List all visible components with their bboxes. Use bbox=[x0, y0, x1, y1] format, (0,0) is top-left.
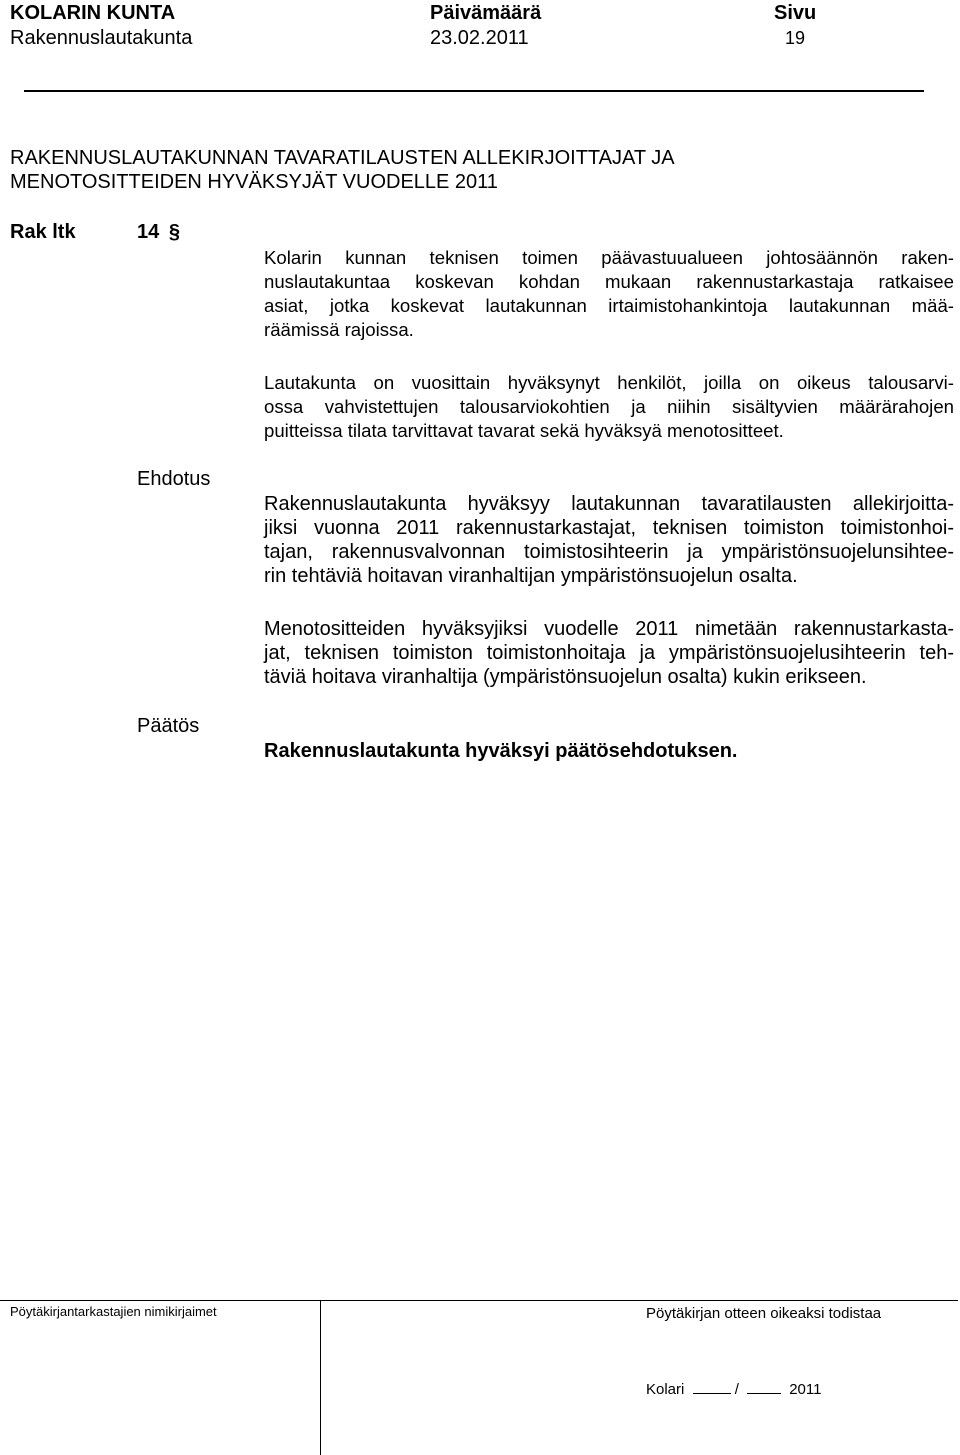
text-line: puitteissa tilata tarvittavat tavarat sekä hyväksyä menotositteet. bbox=[264, 420, 784, 441]
page-label: Sivu bbox=[774, 2, 817, 24]
footer-divider bbox=[320, 1300, 321, 1455]
text-line: täviä hoitava viranhaltija (ympäristönsuojelun osalta) kukin erikseen. bbox=[264, 666, 867, 688]
text-line: Rakennuslautakunta hyväksyy lautakunnan tavaratilausten allekirjoitta- bbox=[264, 493, 954, 515]
page-number: 19 bbox=[785, 28, 806, 48]
org-name: KOLARIN KUNTA bbox=[10, 2, 176, 24]
date-label: Päivämäärä bbox=[430, 2, 542, 24]
decision-label: Päätös bbox=[137, 715, 200, 737]
day-blank bbox=[693, 1379, 731, 1394]
paragraph-1 bbox=[264, 246, 954, 342]
proposal-label: Ehdotus bbox=[137, 468, 211, 490]
header-rule bbox=[24, 90, 924, 92]
section-number-value: 14 bbox=[137, 221, 160, 243]
document-title: RAKENNUSLAUTAKUNNAN TAVARATILAUSTEN ALLEKIRJOITTAJAT JA MENOTOSITTEIDEN HYVÄKSYJÄT VUODELLE 2011 bbox=[10, 147, 674, 193]
meeting-date: 23.02.2011 bbox=[430, 27, 529, 49]
footer-signature-line bbox=[646, 1379, 821, 1398]
text-line: räämissä rajoissa. bbox=[264, 319, 414, 340]
board-name: Rakennuslautakunta bbox=[10, 27, 193, 49]
paragraph-4 bbox=[264, 617, 954, 689]
section-label: Rak ltk bbox=[10, 221, 76, 243]
text-line: jiksi vuonna 2011 rakennustarkastajat, teknisen toimiston toimistonhoi- bbox=[264, 517, 954, 539]
text-line: nuslautakuntaa koskevan kohdan mukaan rakennustarkastaja ratkaisee bbox=[264, 271, 954, 292]
footer-right-label: Pöytäkirjan otteen oikeaksi todistaa bbox=[646, 1305, 882, 1322]
footer-left-label: Pöytäkirjantarkastajien nimikirjaimet bbox=[10, 1304, 217, 1319]
text-line: Menotositteiden hyväksyjiksi vuodelle 2011 nimetään rakennustarkasta- bbox=[264, 618, 954, 640]
footer-year: 2011 bbox=[789, 1381, 822, 1398]
footer-rule bbox=[0, 1300, 958, 1301]
paragraph-3 bbox=[264, 492, 954, 588]
paragraph-2 bbox=[264, 371, 954, 443]
text-line: rin tehtäviä hoitavan viranhaltijan ympäristönsuojelun osalta. bbox=[264, 565, 798, 587]
month-blank bbox=[747, 1379, 781, 1394]
decision-text: Rakennuslautakunta hyväksyi päätösehdotuksen. bbox=[264, 740, 738, 762]
footer-place: Kolari bbox=[646, 1381, 685, 1398]
text-line: jat, teknisen toimiston toimistonhoitaja ja ympäristönsuojelusihteerin teh- bbox=[264, 642, 954, 664]
section-symbol: § bbox=[168, 221, 180, 243]
footer-separator: / bbox=[734, 1381, 739, 1398]
section-number bbox=[137, 220, 180, 244]
text-line: Kolarin kunnan teknisen toimen päävastuualueen johtosäännön raken- bbox=[264, 247, 954, 268]
text-line: ossa vahvistettujen talousarviokohtien ja niihin sisältyvien määrärahojen bbox=[264, 396, 954, 417]
text-line: Lautakunta on vuosittain hyväksynyt henkilöt, joilla on oikeus talousarvi- bbox=[264, 372, 954, 393]
text-line: asiat, jotka koskevat lautakunnan irtaimistohankintoja lautakunnan mää- bbox=[264, 295, 954, 316]
text-line: tajan, rakennusvalvonnan toimistosihteerin ja ympäristönsuojelunsihtee- bbox=[264, 541, 954, 563]
